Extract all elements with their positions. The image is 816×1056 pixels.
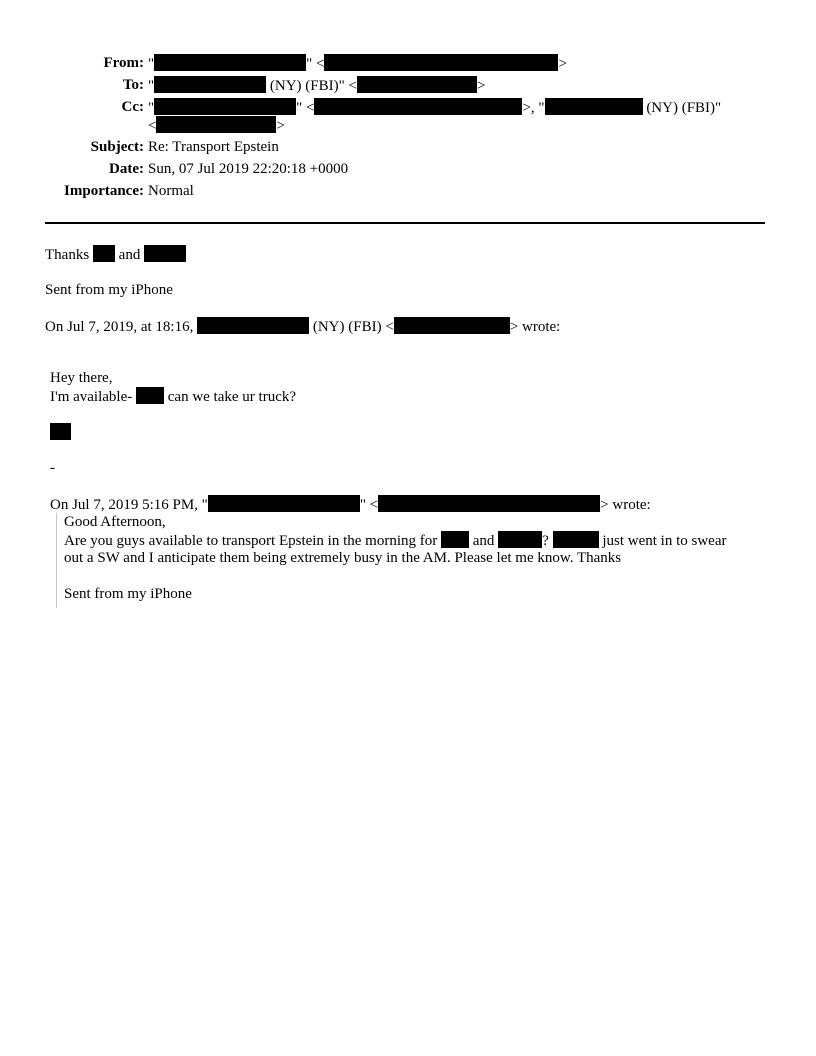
redaction-block: [93, 245, 115, 262]
orig-attribution-date: On Jul 7, 2019 5:16 PM, ": [50, 497, 208, 513]
addr-close: >: [476, 78, 486, 94]
quoted-message-1: [50, 369, 296, 405]
greeting: Hey there,: [50, 370, 113, 386]
orig-message-line1: [64, 531, 727, 549]
redaction-block: [154, 76, 266, 93]
redaction-block: [136, 387, 164, 404]
header-divider: [45, 222, 765, 224]
truck-text: can we take ur truck?: [167, 389, 297, 405]
quote-open: ": [148, 56, 155, 72]
quote-open: ": [148, 100, 155, 116]
addr-sep: " <: [306, 56, 325, 72]
redaction-block: [324, 54, 558, 71]
orig-wrote: > wrote:: [600, 497, 651, 513]
attribution-date: On Jul 7, 2019, at 18:16,: [45, 319, 194, 335]
redaction-block: [156, 116, 276, 133]
original-attribution: [50, 495, 651, 514]
quoted-message-2: [64, 513, 727, 603]
dash-separator: -: [50, 460, 55, 476]
date-label: Date:: [109, 161, 144, 177]
redaction-block: [441, 531, 469, 548]
redaction-block: [545, 98, 643, 115]
cc-label: Cc:: [121, 99, 144, 115]
importance-label: Importance:: [64, 183, 144, 199]
message-question: ?: [542, 533, 549, 549]
thanks-text: Thanks: [45, 247, 90, 263]
addr-open: <: [148, 118, 157, 134]
orig-message-line2: out a SW and I anticipate them being extremely busy in the AM. Please let me know. Thanks: [64, 550, 622, 566]
addr-sep-next: >, ": [522, 100, 545, 116]
subject-value: Re: Transport Epstein: [148, 139, 279, 155]
orig-addr-sep: " <: [359, 497, 379, 513]
to-label: To:: [122, 77, 144, 93]
redaction-block: [553, 531, 599, 548]
and-text: and: [118, 247, 141, 263]
subject-label: Subject:: [90, 139, 144, 155]
message-text-cont: just went in to swear: [602, 533, 727, 549]
cc-value-line2: [148, 116, 285, 135]
attribution-wrote: > wrote:: [509, 319, 561, 335]
quote-open: ": [148, 78, 155, 94]
reply-attribution: [45, 317, 560, 336]
redaction-block: [144, 245, 186, 262]
redaction-block: [154, 54, 306, 71]
redaction-block: [357, 76, 477, 93]
redaction-block: [197, 317, 309, 334]
attribution-org: (NY) (FBI) <: [312, 319, 394, 335]
message-and: and: [472, 533, 495, 549]
orig-greeting: Good Afternoon,: [64, 514, 166, 530]
redaction-block: [50, 423, 71, 440]
message-text: Are you guys available to transport Epstein in the morning for: [64, 533, 438, 549]
from-value: [148, 54, 567, 73]
quote-bar: [56, 513, 57, 608]
addr-sep: " <: [296, 100, 315, 116]
addr-close: >: [558, 56, 567, 72]
importance-value: Normal: [148, 183, 194, 199]
redaction-block: [378, 495, 600, 512]
to-org: (NY) (FBI)" <: [266, 78, 357, 94]
blank-line: [64, 567, 727, 585]
to-value: [148, 76, 485, 95]
redaction-block: [498, 531, 542, 548]
redaction-block: [154, 98, 296, 115]
date-value: Sun, 07 Jul 2019 22:20:18 +0000: [148, 161, 349, 177]
availability-line: [50, 387, 296, 405]
redaction-block: [314, 98, 522, 115]
thanks-line: [45, 245, 186, 264]
cc-org: (NY) (FBI)": [642, 100, 722, 116]
redaction-block: [208, 495, 360, 512]
addr-close: >: [276, 118, 285, 134]
orig-signature: Sent from my iPhone: [64, 586, 192, 602]
from-label: From:: [103, 55, 144, 71]
cc-value-line1: [148, 98, 721, 117]
redaction-block: [394, 317, 510, 334]
available-text: I'm available-: [50, 389, 133, 405]
signature: Sent from my iPhone: [45, 282, 173, 298]
